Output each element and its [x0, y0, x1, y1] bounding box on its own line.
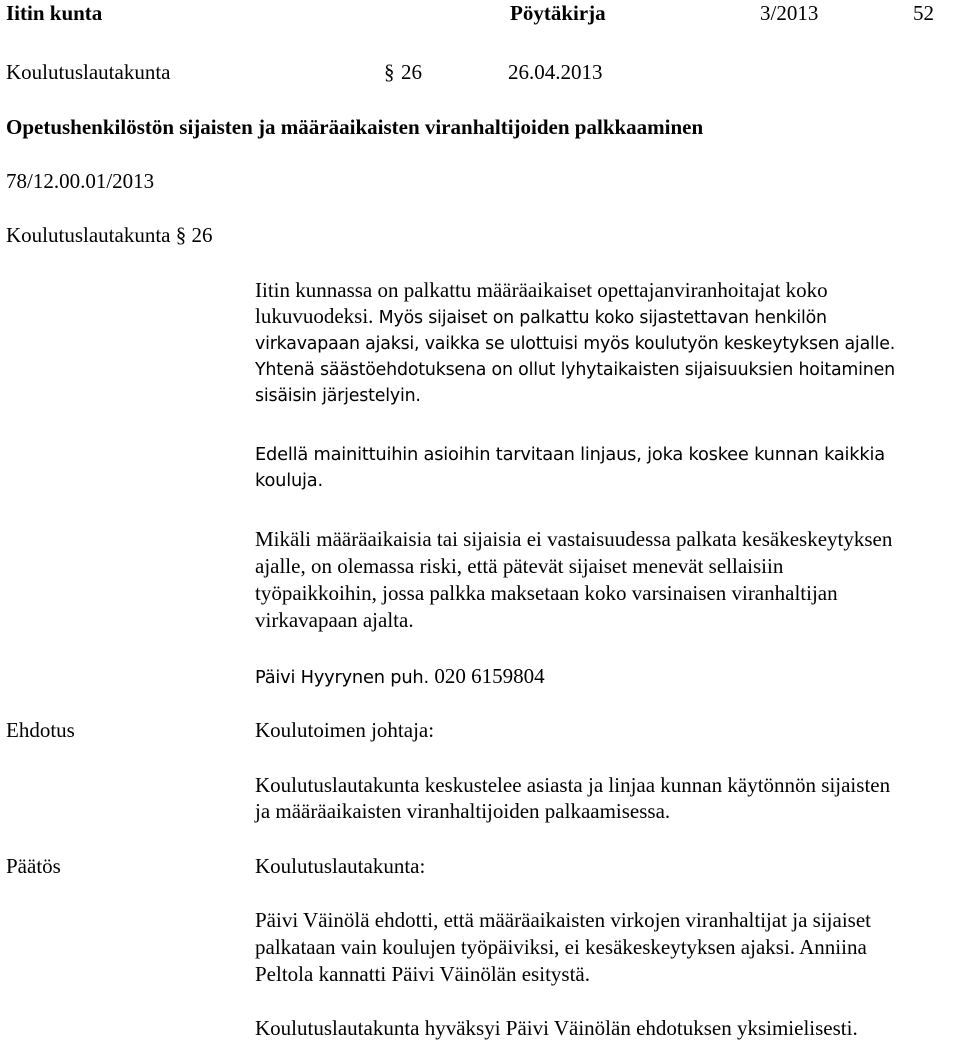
paragraph-line: lukuvuodeksi. Myös sijaiset on palkattu koko sijastettavan henkilön [255, 304, 827, 328]
paragraph-line: palkataan vain koulujen työpäiviksi, ei kesäkeskeytyksen ajaksi. Anniina [255, 935, 867, 959]
paragraph-line: Peltola kannatti Päivi Väinölän esitystä. [255, 962, 590, 986]
proposal-text [255, 772, 955, 824]
section-reference-number: 26 [191, 223, 213, 247]
contact-line [255, 663, 545, 691]
section-sign: § [384, 60, 395, 84]
paragraph-line: kouluja. [255, 470, 323, 491]
decision-text [255, 907, 955, 988]
board-name: Koulutuslautakunta [6, 60, 171, 84]
decision-label: Päätös [6, 854, 61, 878]
paragraph-line: Iitin kunnassa on palkattu määräaikaiset opettajanviranhoitajat koko [255, 278, 828, 302]
section-reference-board: Koulutuslautakunta [6, 223, 171, 247]
section-reference-sign: § [175, 223, 187, 247]
proposal-label: Ehdotus [6, 718, 75, 742]
paragraph-line: Mikäli määräaikaisia tai sijaisia ei vastaisuudessa palkata kesäkeskeytyksen [255, 527, 893, 551]
body-paragraph-1 [255, 277, 955, 409]
paragraph-line: Edellä mainittuihin asioihin tarvitaan linjaus, joka koskee kunnan kaikkia [255, 444, 885, 465]
paragraph-line: virkavapaan ajaksi, vaikka se ulottuisi myös koulutyön keskeytyksen ajalle. [255, 334, 896, 354]
meeting-date: 26.04.2013 [508, 60, 603, 84]
section-number: 26 [401, 60, 422, 84]
municipality-name: Iitin kunta [6, 1, 103, 25]
paragraph-line: Yhtenä säästöehdotuksena on ollut lyhytaikaisten sijaisuuksien hoitaminen [255, 360, 895, 380]
page-title: Opetushenkilöstön sijaisten ja määräaikaisten viranhaltijoiden palkkaaminen [6, 115, 704, 139]
paragraph-line: sisäisin järjestelyin. [255, 386, 421, 406]
paragraph-line: Koulutuslautakunta keskustelee asiasta ja linjaa kunnan käytönnön sijaisten [255, 773, 891, 797]
page-number: 52 [913, 1, 934, 25]
contact-phone: 020 6159804 [434, 664, 545, 688]
document-type: Pöytäkirja [510, 1, 606, 25]
paragraph-line: ja määräaikaisten viranhaltijoiden palkaamisessa. [255, 799, 671, 823]
section-reference [6, 222, 212, 248]
reference-number: 78/12.00.01/2013 [6, 169, 155, 193]
document-number: 3/2013 [760, 1, 819, 25]
paragraph-line: työpaikkoihin, jossa palkka maksetaan koko varsinaisen viranhaltijan [255, 581, 838, 605]
decision-author: Koulutuslautakunta: [255, 854, 426, 878]
paragraph-line: ajalle, on olemassa riski, että pätevät sijaiset menevät sellaisiin [255, 554, 784, 578]
contact-name: Päivi Hyyrynen puh. [255, 667, 435, 688]
body-paragraph-3 [255, 526, 955, 634]
decision-final: Koulutuslautakunta hyväksyi Päivi Väinölän ehdotuksen yksimielisesti. [255, 1016, 858, 1040]
body-paragraph-2 [255, 442, 955, 494]
paragraph-line: Päivi Väinölä ehdotti, että määräaikaisten virkojen viranhaltijat ja sijaiset [255, 908, 872, 932]
paragraph-line: virkavapaan ajalta. [255, 608, 414, 632]
proposal-author: Koulutoimen johtaja: [255, 718, 435, 742]
